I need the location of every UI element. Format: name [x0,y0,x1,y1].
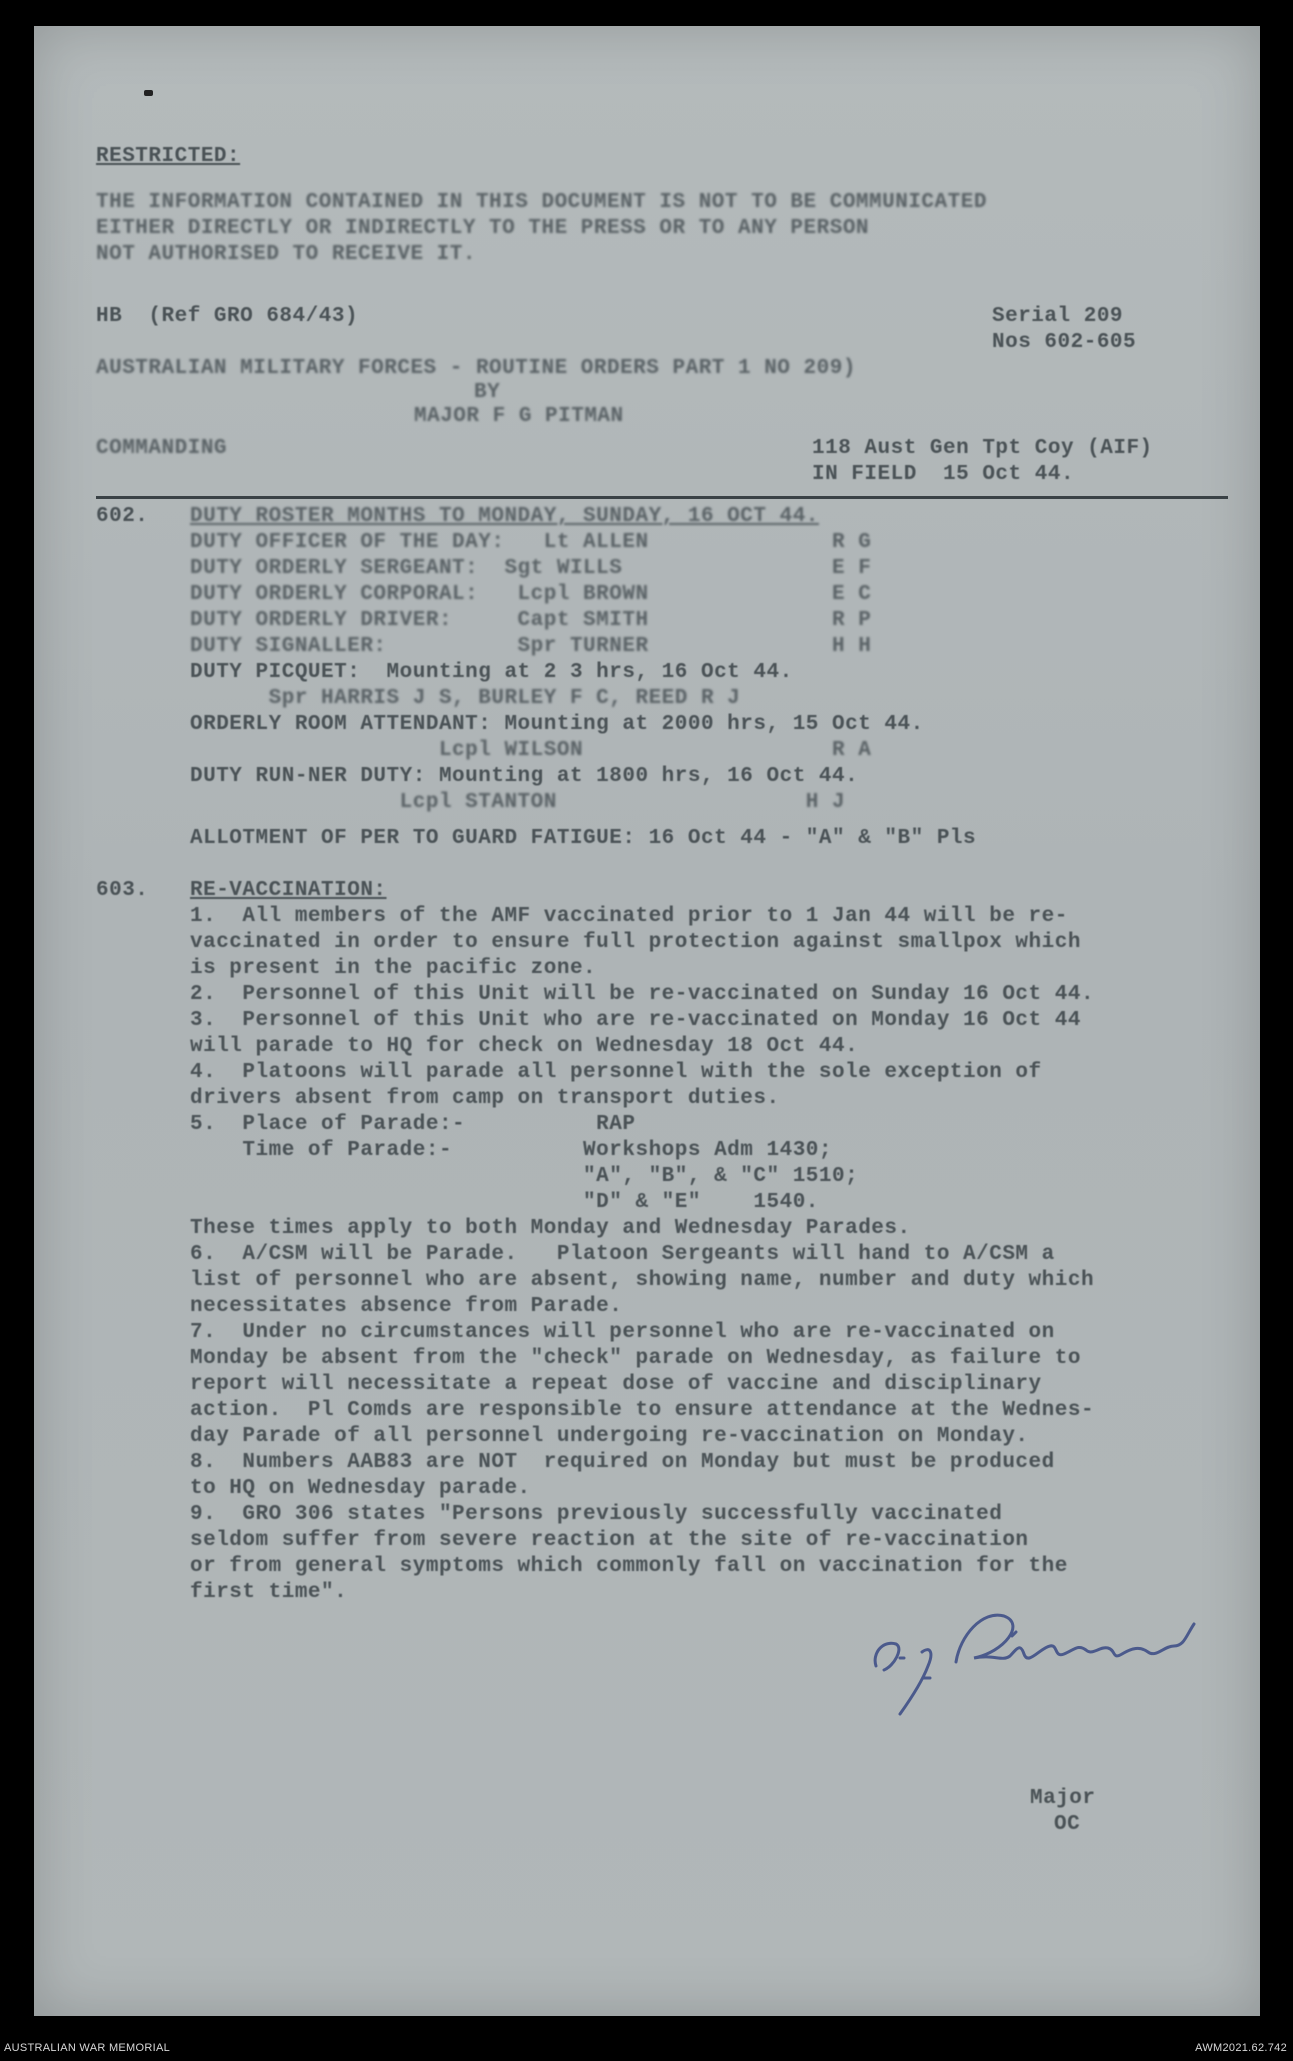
s603-line: action. Pl Comds are responsible to ensure attendance at the Wednes- [190,1399,1095,1422]
s602-line: ORDERLY ROOM ATTENDANT: Mounting at 2000 hrs, 15 Oct 44. [190,713,924,736]
section-602-number: 602. [96,505,149,528]
s602-line: DUTY PICQUET: Mounting at 2 3 hrs, 16 Oct 44. [190,661,793,684]
signatory-rank: Major [1030,1787,1096,1810]
s603-line: Monday be absent from the "check" parade on Wednesday, as failure to [190,1347,1081,1370]
footer-accession-number: AWM2021.62.742 [1195,2042,1287,2054]
s603-line: 4. Platoons will parade all personnel with the sole exception of [190,1061,1042,1084]
orders-title: AUSTRALIAN MILITARY FORCES - ROUTINE ORDERS PART 1 NO 209) [96,357,856,380]
s603-line: 3. Personnel of this Unit who are re-vaccinated on Monday 16 Oct 44 [190,1009,1081,1032]
s603-line: day Parade of all personnel undergoing re-vaccination on Monday. [190,1425,1029,1448]
s603-line: or from general symptoms which commonly fall on vaccination for the [190,1555,1068,1578]
s603-line: 7. Under no circumstances will personnel who are re-vaccinated on [190,1321,1055,1344]
reference: HB (Ref GRO 684/43) [96,305,359,328]
serial-number: Serial 209 [992,305,1124,328]
s603-line: 8. Numbers AAB83 are NOT required on Monday but must be produced [190,1451,1055,1474]
header-rule [96,496,1228,499]
signatory-role: OC [1054,1813,1081,1836]
s603-line: is present in the pacific zone. [190,957,597,980]
s603-line: vaccinated in order to ensure full protection against smallpox which [190,931,1081,954]
s603-line: 6. A/CSM will be Parade. Platoon Sergeants will hand to A/CSM a [190,1243,1055,1266]
s603-line: seldom suffer from severe reaction at the site of re-vaccination [190,1529,1029,1552]
notice-line-3: NOT AUTHORISED TO RECEIVE IT. [96,243,476,266]
s603-line: 1. All members of the AMF vaccinated prior to 1 Jan 44 will be re- [190,905,1068,928]
footer-archive-name: AUSTRALIAN WAR MEMORIAL [4,2042,171,2054]
order-numbers: Nos 602-605 [992,331,1137,354]
s602-line: DUTY ORDERLY CORPORAL: Lcpl BROWN E C [190,583,872,606]
s603-line: first time". [190,1581,348,1604]
handwritten-signature [864,1596,1224,1726]
s602-line: DUTY ORDERLY SERGEANT: Sgt WILLS E F [190,557,872,580]
s603-line: to HQ on Wednesday parade. [190,1477,531,1500]
s603-line: "D" & "E" 1540. [190,1191,819,1214]
notice-line-2: EITHER DIRECTLY OR INDIRECTLY TO THE PRESS OR TO ANY PERSON [96,217,870,240]
s603-line: RE-VACCINATION: [190,879,387,902]
s603-line: necessitates absence from Parade. [190,1295,623,1318]
notice-line-1: THE INFORMATION CONTAINED IN THIS DOCUMENT IS NOT TO BE COMMUNICATED [96,191,987,214]
s602-line: ALLOTMENT OF PER TO GUARD FATIGUE: 16 Oct 44 - "A" & "B" Pls [190,827,977,850]
restricted-heading: RESTRICTED: [96,145,241,168]
unit-name: 118 Aust Gen Tpt Coy (AIF) [812,437,1153,460]
s603-line: "A", "B", & "C" 1510; [190,1165,859,1188]
punch-mark [144,90,153,96]
s603-line: report will necessitate a repeat dose of vaccine and disciplinary [190,1373,1042,1396]
s603-line: list of personnel who are absent, showing name, number and duty which [190,1269,1095,1292]
s602-line: DUTY ROSTER MONTHS TO MONDAY, SUNDAY, 16 OCT 44. [190,505,819,528]
s602-line: DUTY OFFICER OF THE DAY: Lt ALLEN R G [190,531,872,554]
s603-line: 2. Personnel of this Unit will be re-vaccinated on Sunday 16 Oct 44. [190,983,1095,1006]
s603-line: 5. Place of Parade:- RAP [190,1113,636,1136]
s603-line: Time of Parade:- Workshops Adm 1430; [190,1139,833,1162]
s602-line: Spr HARRIS J S, BURLEY F C, REED R J [190,687,741,710]
section-603-number: 603. [96,879,149,902]
document-page [34,26,1260,2016]
major-name: MAJOR F G PITMAN [414,405,624,428]
s603-line: drivers absent from camp on transport duties. [190,1087,780,1110]
s602-line: DUTY ORDERLY DRIVER: Capt SMITH R P [190,609,872,632]
in-field-date: IN FIELD 15 Oct 44. [812,463,1075,486]
s602-line: DUTY SIGNALLER: Spr TURNER H H [190,635,872,658]
s603-line: 9. GRO 306 states "Persons previously successfully vaccinated [190,1503,1003,1526]
commanding-label: COMMANDING [96,437,228,460]
by-label: BY [474,381,501,404]
s602-line: Lcpl WILSON R A [190,739,872,762]
s602-line: Lcpl STANTON H J [190,791,846,814]
s603-line: These times apply to both Monday and Wednesday Parades. [190,1217,911,1240]
s603-line: will parade to HQ for check on Wednesday 18 Oct 44. [190,1035,859,1058]
s602-line: DUTY RUN-NER DUTY: Mounting at 1800 hrs, 16 Oct 44. [190,765,859,788]
